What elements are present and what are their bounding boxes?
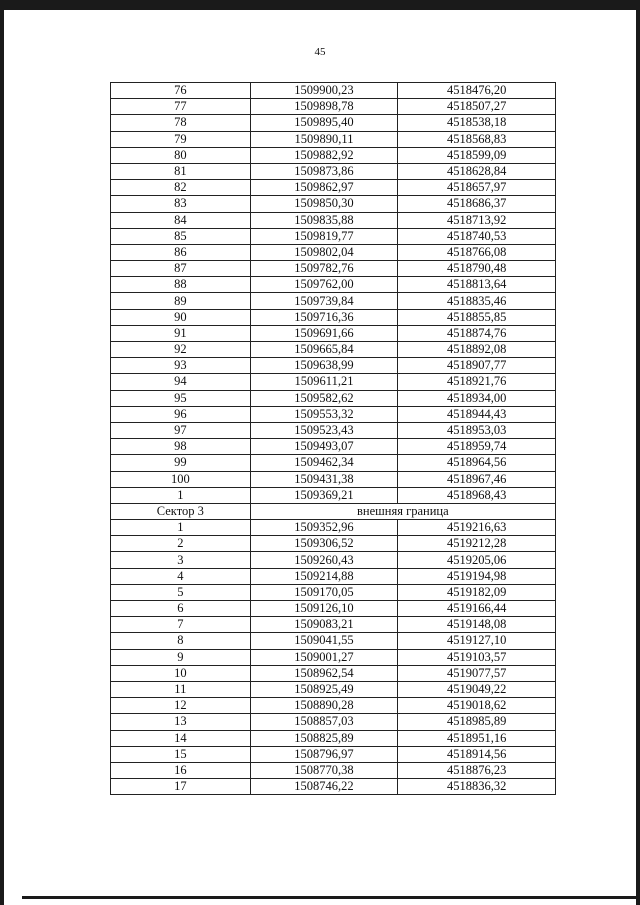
table-row xyxy=(111,325,556,341)
table-row xyxy=(111,487,556,503)
x-coordinate: 1509900,23 xyxy=(250,83,398,99)
y-coordinate: 4518766,08 xyxy=(398,244,556,260)
y-coordinate: 4518944,43 xyxy=(398,406,556,422)
y-coordinate: 4518892,08 xyxy=(398,342,556,358)
table-row xyxy=(111,698,556,714)
x-coordinate: 1509083,21 xyxy=(250,617,398,633)
point-number: 1 xyxy=(111,520,251,536)
scan-border-bottom xyxy=(22,896,640,899)
x-coordinate: 1509665,84 xyxy=(250,342,398,358)
y-coordinate: 4519077,57 xyxy=(398,665,556,681)
table-row xyxy=(111,309,556,325)
page-number: 45 xyxy=(314,46,326,58)
table-row xyxy=(111,568,556,584)
table-row xyxy=(111,681,556,697)
point-number: 91 xyxy=(111,325,251,341)
point-number: 96 xyxy=(111,406,251,422)
table-row xyxy=(111,99,556,115)
y-coordinate: 4518907,77 xyxy=(398,358,556,374)
x-coordinate: 1508746,22 xyxy=(250,779,398,795)
x-coordinate: 1509716,36 xyxy=(250,309,398,325)
point-number: 17 xyxy=(111,779,251,795)
y-coordinate: 4518968,43 xyxy=(398,487,556,503)
table-row xyxy=(111,762,556,778)
y-coordinate: 4519127,10 xyxy=(398,633,556,649)
y-coordinate: 4519216,63 xyxy=(398,520,556,536)
x-coordinate: 1509214,88 xyxy=(250,568,398,584)
table-row xyxy=(111,714,556,730)
table-body-part2 xyxy=(111,520,556,795)
x-coordinate: 1509802,04 xyxy=(250,244,398,260)
table-row xyxy=(111,471,556,487)
x-coordinate: 1509898,78 xyxy=(250,99,398,115)
y-coordinate: 4518538,18 xyxy=(398,115,556,131)
point-number: 13 xyxy=(111,714,251,730)
table-row xyxy=(111,163,556,179)
point-number: 11 xyxy=(111,681,251,697)
point-number: 77 xyxy=(111,99,251,115)
point-number: 8 xyxy=(111,633,251,649)
point-number: 92 xyxy=(111,342,251,358)
x-coordinate: 1509260,43 xyxy=(250,552,398,568)
point-number: 1 xyxy=(111,487,251,503)
y-coordinate: 4518836,32 xyxy=(398,779,556,795)
y-coordinate: 4518934,00 xyxy=(398,390,556,406)
y-coordinate: 4518874,76 xyxy=(398,325,556,341)
table-row xyxy=(111,212,556,228)
table-row xyxy=(111,649,556,665)
boundary-label: внешняя граница xyxy=(250,503,555,519)
y-coordinate: 4518921,76 xyxy=(398,374,556,390)
x-coordinate: 1509819,77 xyxy=(250,228,398,244)
y-coordinate: 4519018,62 xyxy=(398,698,556,714)
x-coordinate: 1509873,86 xyxy=(250,163,398,179)
table-row xyxy=(111,277,556,293)
table-row xyxy=(111,633,556,649)
x-coordinate: 1509352,96 xyxy=(250,520,398,536)
y-coordinate: 4518628,84 xyxy=(398,163,556,179)
y-coordinate: 4518813,64 xyxy=(398,277,556,293)
y-coordinate: 4519166,44 xyxy=(398,601,556,617)
table-row xyxy=(111,342,556,358)
x-coordinate: 1509001,27 xyxy=(250,649,398,665)
point-number: 100 xyxy=(111,471,251,487)
y-coordinate: 4518876,23 xyxy=(398,762,556,778)
table-row xyxy=(111,244,556,260)
point-number: 2 xyxy=(111,536,251,552)
y-coordinate: 4518835,46 xyxy=(398,293,556,309)
point-number: 87 xyxy=(111,261,251,277)
table-row xyxy=(111,601,556,617)
table-row xyxy=(111,439,556,455)
point-number: 88 xyxy=(111,277,251,293)
point-number: 86 xyxy=(111,244,251,260)
y-coordinate: 4518790,48 xyxy=(398,261,556,277)
y-coordinate: 4518985,89 xyxy=(398,714,556,730)
x-coordinate: 1509306,52 xyxy=(250,536,398,552)
table-row xyxy=(111,584,556,600)
y-coordinate: 4518959,74 xyxy=(398,439,556,455)
table-row xyxy=(111,536,556,552)
x-coordinate: 1509126,10 xyxy=(250,601,398,617)
x-coordinate: 1509462,34 xyxy=(250,455,398,471)
x-coordinate: 1509523,43 xyxy=(250,422,398,438)
x-coordinate: 1509895,40 xyxy=(250,115,398,131)
x-coordinate: 1509582,62 xyxy=(250,390,398,406)
point-number: 83 xyxy=(111,196,251,212)
point-number: 95 xyxy=(111,390,251,406)
point-number: 81 xyxy=(111,163,251,179)
scan-border-right xyxy=(636,0,640,905)
x-coordinate: 1509762,00 xyxy=(250,277,398,293)
x-coordinate: 1509739,84 xyxy=(250,293,398,309)
point-number: 82 xyxy=(111,180,251,196)
y-coordinate: 4518964,56 xyxy=(398,455,556,471)
y-coordinate: 4519049,22 xyxy=(398,681,556,697)
table-row xyxy=(111,520,556,536)
point-number: 6 xyxy=(111,601,251,617)
x-coordinate: 1509493,07 xyxy=(250,439,398,455)
point-number: 94 xyxy=(111,374,251,390)
x-coordinate: 1509782,76 xyxy=(250,261,398,277)
point-number: 3 xyxy=(111,552,251,568)
table-row xyxy=(111,730,556,746)
point-number: 12 xyxy=(111,698,251,714)
y-coordinate: 4518740,53 xyxy=(398,228,556,244)
table-row xyxy=(111,261,556,277)
table-row xyxy=(111,147,556,163)
y-coordinate: 4519182,09 xyxy=(398,584,556,600)
x-coordinate: 1508890,28 xyxy=(250,698,398,714)
y-coordinate: 4519103,57 xyxy=(398,649,556,665)
point-number: 80 xyxy=(111,147,251,163)
scan-border-left xyxy=(0,0,4,905)
table-row xyxy=(111,746,556,762)
point-number: 5 xyxy=(111,584,251,600)
x-coordinate: 1509890,11 xyxy=(250,131,398,147)
x-coordinate: 1509638,99 xyxy=(250,358,398,374)
x-coordinate: 1508825,89 xyxy=(250,730,398,746)
x-coordinate: 1509611,21 xyxy=(250,374,398,390)
point-number: 10 xyxy=(111,665,251,681)
point-number: 76 xyxy=(111,83,251,99)
point-number: 78 xyxy=(111,115,251,131)
y-coordinate: 4519212,28 xyxy=(398,536,556,552)
x-coordinate: 1508925,49 xyxy=(250,681,398,697)
table-row xyxy=(111,180,556,196)
table-row xyxy=(111,665,556,681)
y-coordinate: 4518476,20 xyxy=(398,83,556,99)
point-number: 85 xyxy=(111,228,251,244)
point-number: 15 xyxy=(111,746,251,762)
y-coordinate: 4518967,46 xyxy=(398,471,556,487)
x-coordinate: 1508962,54 xyxy=(250,665,398,681)
y-coordinate: 4519148,08 xyxy=(398,617,556,633)
point-number: 7 xyxy=(111,617,251,633)
x-coordinate: 1509882,92 xyxy=(250,147,398,163)
x-coordinate: 1509850,30 xyxy=(250,196,398,212)
y-coordinate: 4518713,92 xyxy=(398,212,556,228)
point-number: 79 xyxy=(111,131,251,147)
y-coordinate: 4518599,09 xyxy=(398,147,556,163)
table-row xyxy=(111,293,556,309)
point-number: 99 xyxy=(111,455,251,471)
x-coordinate: 1509369,21 xyxy=(250,487,398,503)
y-coordinate: 4518855,85 xyxy=(398,309,556,325)
x-coordinate: 1508857,03 xyxy=(250,714,398,730)
point-number: 4 xyxy=(111,568,251,584)
table-row xyxy=(111,390,556,406)
coordinates-table xyxy=(110,82,556,795)
table-row xyxy=(111,131,556,147)
sector-header-group xyxy=(111,503,556,519)
y-coordinate: 4518951,16 xyxy=(398,730,556,746)
table-row xyxy=(111,779,556,795)
point-number: 84 xyxy=(111,212,251,228)
y-coordinate: 4518953,03 xyxy=(398,422,556,438)
table-row xyxy=(111,374,556,390)
table-body-part1 xyxy=(111,83,556,504)
sector-label: Сектор 3 xyxy=(111,503,251,519)
point-number: 89 xyxy=(111,293,251,309)
table-row xyxy=(111,83,556,99)
point-number: 14 xyxy=(111,730,251,746)
x-coordinate: 1509170,05 xyxy=(250,584,398,600)
point-number: 90 xyxy=(111,309,251,325)
y-coordinate: 4518657,97 xyxy=(398,180,556,196)
table-row xyxy=(111,422,556,438)
x-coordinate: 1509041,55 xyxy=(250,633,398,649)
x-coordinate: 1509835,88 xyxy=(250,212,398,228)
table-row xyxy=(111,406,556,422)
scan-border-top xyxy=(0,0,640,10)
point-number: 9 xyxy=(111,649,251,665)
table-row xyxy=(111,617,556,633)
y-coordinate: 4519194,98 xyxy=(398,568,556,584)
x-coordinate: 1508796,97 xyxy=(250,746,398,762)
x-coordinate: 1509553,32 xyxy=(250,406,398,422)
x-coordinate: 1509862,97 xyxy=(250,180,398,196)
y-coordinate: 4518914,56 xyxy=(398,746,556,762)
table-row xyxy=(111,196,556,212)
x-coordinate: 1509691,66 xyxy=(250,325,398,341)
table-row xyxy=(111,358,556,374)
y-coordinate: 4519205,06 xyxy=(398,552,556,568)
y-coordinate: 4518507,27 xyxy=(398,99,556,115)
point-number: 16 xyxy=(111,762,251,778)
sector-header-row xyxy=(111,503,556,519)
y-coordinate: 4518686,37 xyxy=(398,196,556,212)
x-coordinate: 1509431,38 xyxy=(250,471,398,487)
point-number: 98 xyxy=(111,439,251,455)
table-row xyxy=(111,228,556,244)
point-number: 93 xyxy=(111,358,251,374)
table-row xyxy=(111,552,556,568)
table-row xyxy=(111,115,556,131)
x-coordinate: 1508770,38 xyxy=(250,762,398,778)
point-number: 97 xyxy=(111,422,251,438)
y-coordinate: 4518568,83 xyxy=(398,131,556,147)
table-row xyxy=(111,455,556,471)
